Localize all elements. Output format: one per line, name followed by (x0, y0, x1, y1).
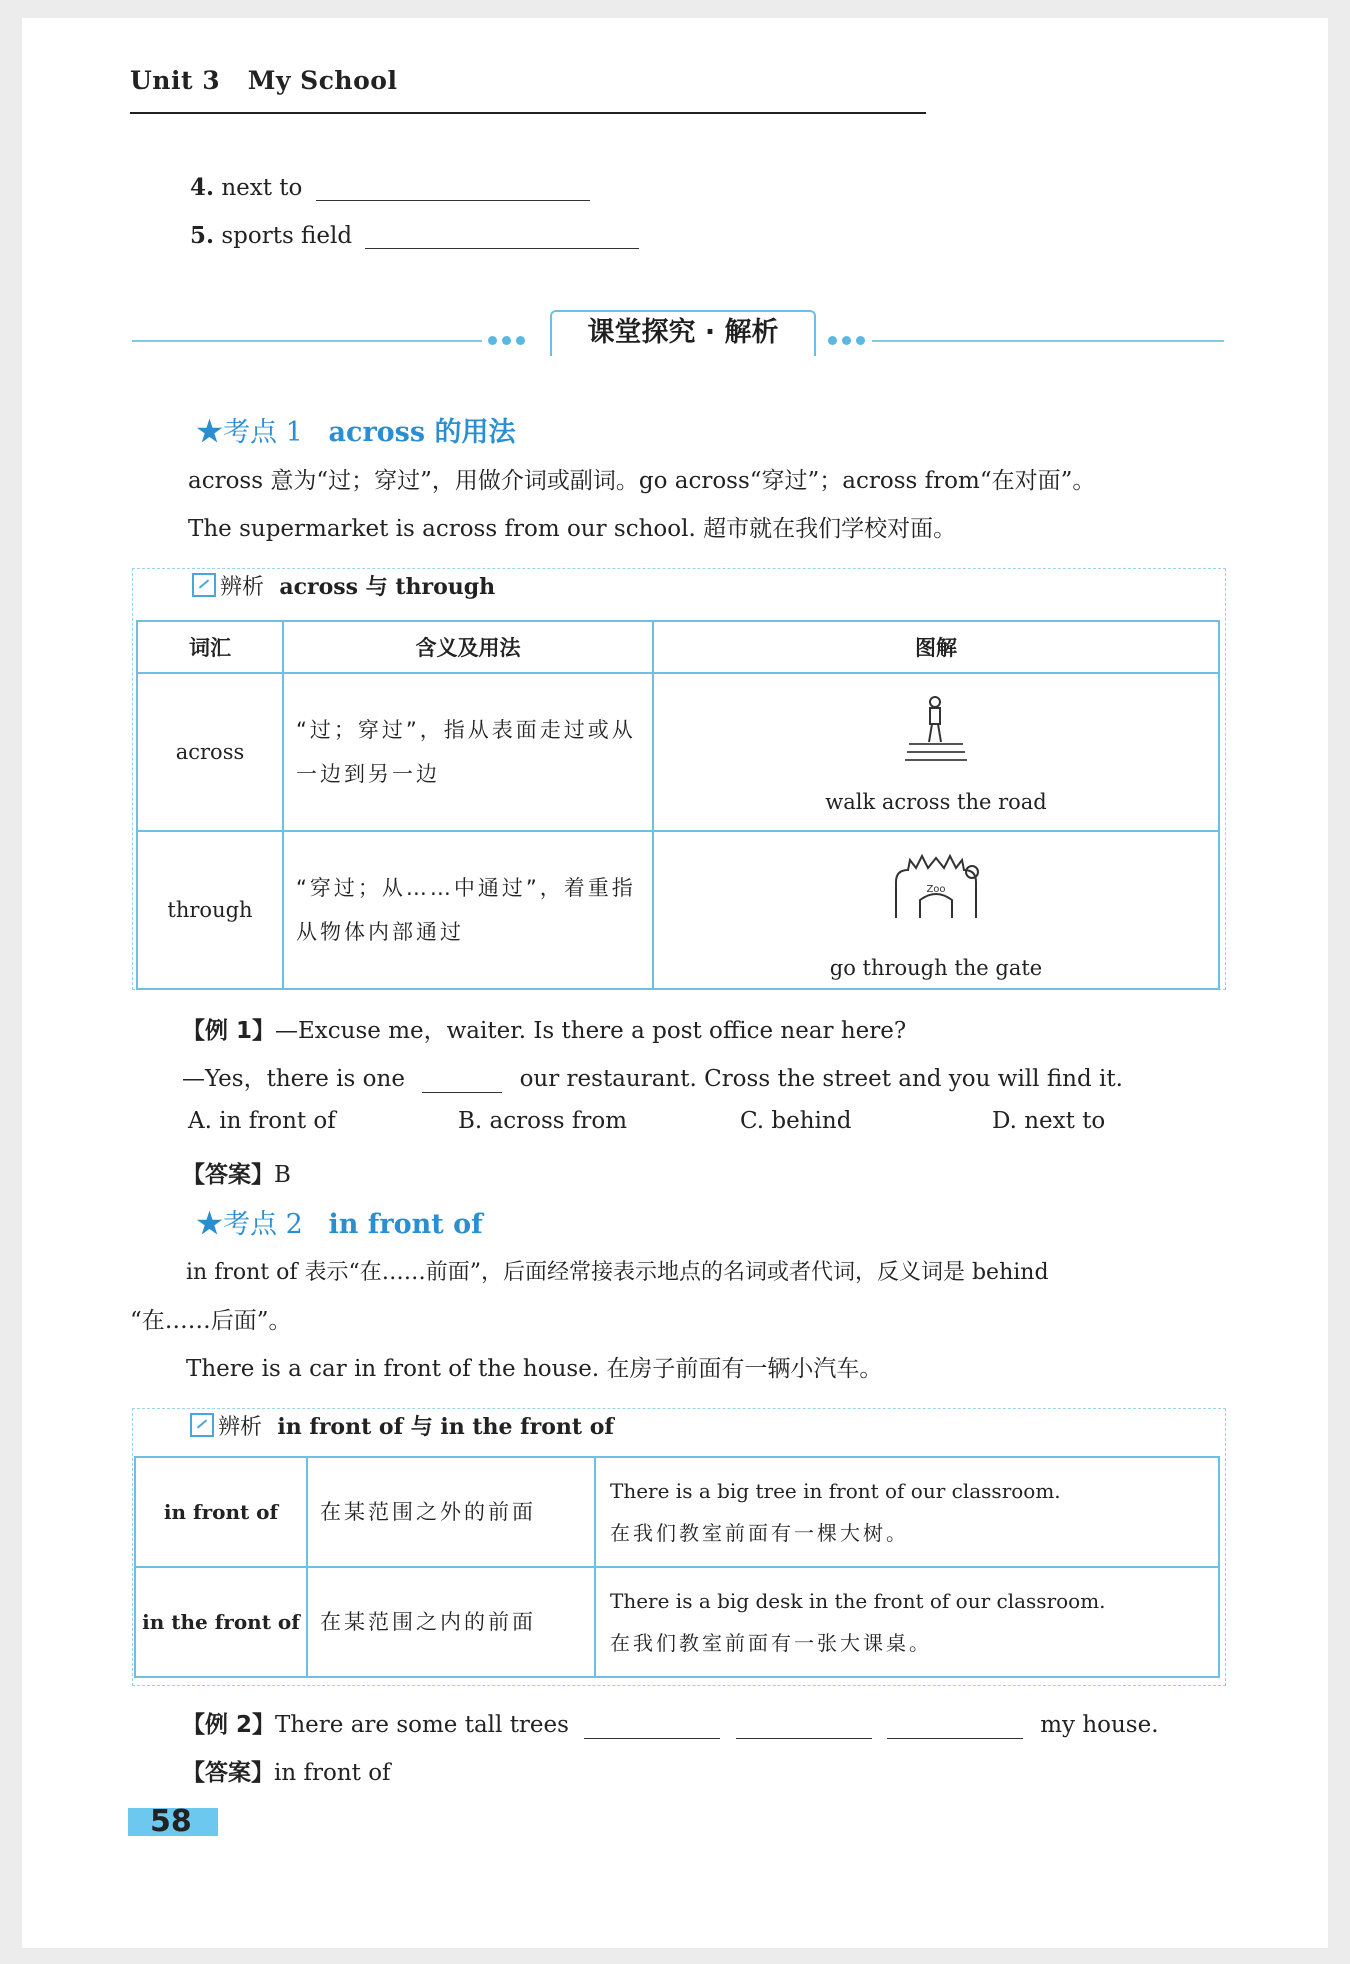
point2-line: in front of 表示“在……前面”，后面经常接表示地点的名词或者代词，反义词是 behind (186, 1260, 1049, 1285)
option-c[interactable]: C. behind (740, 1108, 852, 1134)
example-text: There are some tall trees (275, 1712, 569, 1738)
section-rule-left (132, 340, 482, 342)
section-title: 课堂探究 · 解析 (550, 310, 816, 356)
section-dot (516, 336, 525, 345)
illustration-cell (653, 831, 1219, 989)
answer-value: in front of (274, 1760, 391, 1786)
across-through-table (136, 620, 1220, 990)
section-dot (488, 336, 497, 345)
section-dot (856, 336, 865, 345)
example-cell (595, 1567, 1219, 1677)
vocab-item-5 (190, 222, 639, 249)
word-cell: in the front of (135, 1567, 307, 1677)
example-text: —Excuse me，waiter. Is there a post office near here? (275, 1018, 907, 1044)
gate-sign: Zoo (926, 884, 946, 895)
example-text: our restaurant. Cross the street and you will find it. (519, 1066, 1123, 1092)
page-number: 58 (128, 1808, 218, 1836)
comparison-title: in front of 与 in the front of (277, 1414, 614, 1440)
point1-title (196, 410, 516, 449)
answer-tag: 【答案】 (182, 1162, 274, 1188)
example1-reply (182, 1060, 1123, 1093)
illustration-caption: go through the gate (829, 956, 1043, 980)
in-front-of-table (134, 1456, 1220, 1678)
unit-header (130, 66, 397, 95)
illustration-caption: walk across the road (825, 790, 1047, 814)
example-en: There is a big desk in the front of our classroom. (610, 1589, 1106, 1613)
vocab-text: sports field (221, 223, 353, 249)
col-header: 词汇 (137, 621, 283, 673)
word-cell: in front of (135, 1457, 307, 1567)
note-icon (190, 1413, 214, 1437)
comparison-tag: 辨析 (220, 575, 265, 600)
unit-label: Unit 3 (130, 66, 221, 95)
example-cn: 在我们教室前面有一张大课桌。 (610, 1631, 932, 1655)
meaning-cell: 在某范围之内的前面 (307, 1567, 595, 1677)
col-header: 含义及用法 (283, 621, 653, 673)
example1-question (182, 1012, 906, 1045)
example-text: my house. (1040, 1712, 1159, 1738)
note-icon (192, 573, 216, 597)
vocab-num: 4. (190, 174, 215, 201)
answer-value: B (274, 1162, 291, 1188)
meaning-cell: “过；穿过”，指从表面走过或从一边到另一边 (283, 673, 653, 831)
option-d[interactable]: D. next to (992, 1108, 1106, 1134)
section-dot (842, 336, 851, 345)
answer-blank[interactable] (584, 1716, 720, 1739)
example-en: There is a big tree in front of our classroom. (610, 1479, 1061, 1503)
point1-example: The supermarket is across from our school. 超市就在我们学校对面。 (188, 516, 957, 542)
section-dot (502, 336, 511, 345)
answer-tag: 【答案】 (182, 1760, 274, 1786)
answer-blank[interactable] (736, 1716, 872, 1739)
comparison-heading (192, 570, 495, 601)
example-tag: 【例 2】 (182, 1712, 276, 1738)
point2-line: “在……后面”。 (130, 1308, 292, 1334)
unit-title: My School (247, 66, 398, 95)
word-cell: across (137, 673, 283, 831)
word-cell: through (137, 831, 283, 989)
example-cell (595, 1457, 1219, 1567)
point-heading: in front of (328, 1209, 483, 1240)
meaning-cell: “穿过；从……中通过”，着重指从物体内部通过 (283, 831, 653, 989)
point1-line: across 意为“过；穿过”，用做介词或副词。go across“穿过”；across from“在对面”。 (188, 468, 1096, 494)
comparison-tag: 辨析 (218, 1415, 263, 1440)
header-rule (130, 112, 926, 114)
star-icon: ★ (196, 417, 223, 448)
example1-answer (182, 1156, 291, 1189)
meaning-cell: 在某范围之外的前面 (307, 1457, 595, 1567)
point-label: 考点 1 (223, 417, 303, 448)
walking-person-icon (901, 694, 971, 766)
vocab-num: 5. (190, 222, 215, 249)
example2-answer (182, 1754, 391, 1787)
illustration-cell (653, 673, 1219, 831)
point-heading: across 的用法 (328, 417, 516, 448)
point2-title (196, 1202, 483, 1241)
answer-blank[interactable] (422, 1070, 502, 1093)
example-cn: 在我们教室前面有一棵大树。 (610, 1521, 909, 1545)
section-rule-right (872, 340, 1224, 342)
col-header: 图解 (653, 621, 1219, 673)
example-text: —Yes，there is one (182, 1066, 405, 1092)
answer-blank[interactable] (316, 178, 590, 201)
point-label: 考点 2 (223, 1209, 303, 1240)
answer-blank[interactable] (365, 226, 639, 249)
answer-blank[interactable] (887, 1716, 1023, 1739)
point2-example: There is a car in front of the house. 在房子前面有一辆小汽车。 (186, 1356, 883, 1382)
star-icon: ★ (196, 1209, 223, 1240)
vocab-item-4 (190, 174, 590, 201)
comparison-title: across 与 through (279, 574, 496, 600)
example2-question (182, 1706, 1159, 1739)
example-tag: 【例 1】 (182, 1018, 276, 1044)
option-b[interactable]: B. across from (458, 1108, 628, 1134)
comparison-heading (190, 1410, 614, 1441)
vocab-text: next to (221, 175, 303, 201)
section-dot (828, 336, 837, 345)
option-a[interactable]: A. in front of (188, 1108, 336, 1134)
zoo-gate-icon (886, 848, 986, 924)
